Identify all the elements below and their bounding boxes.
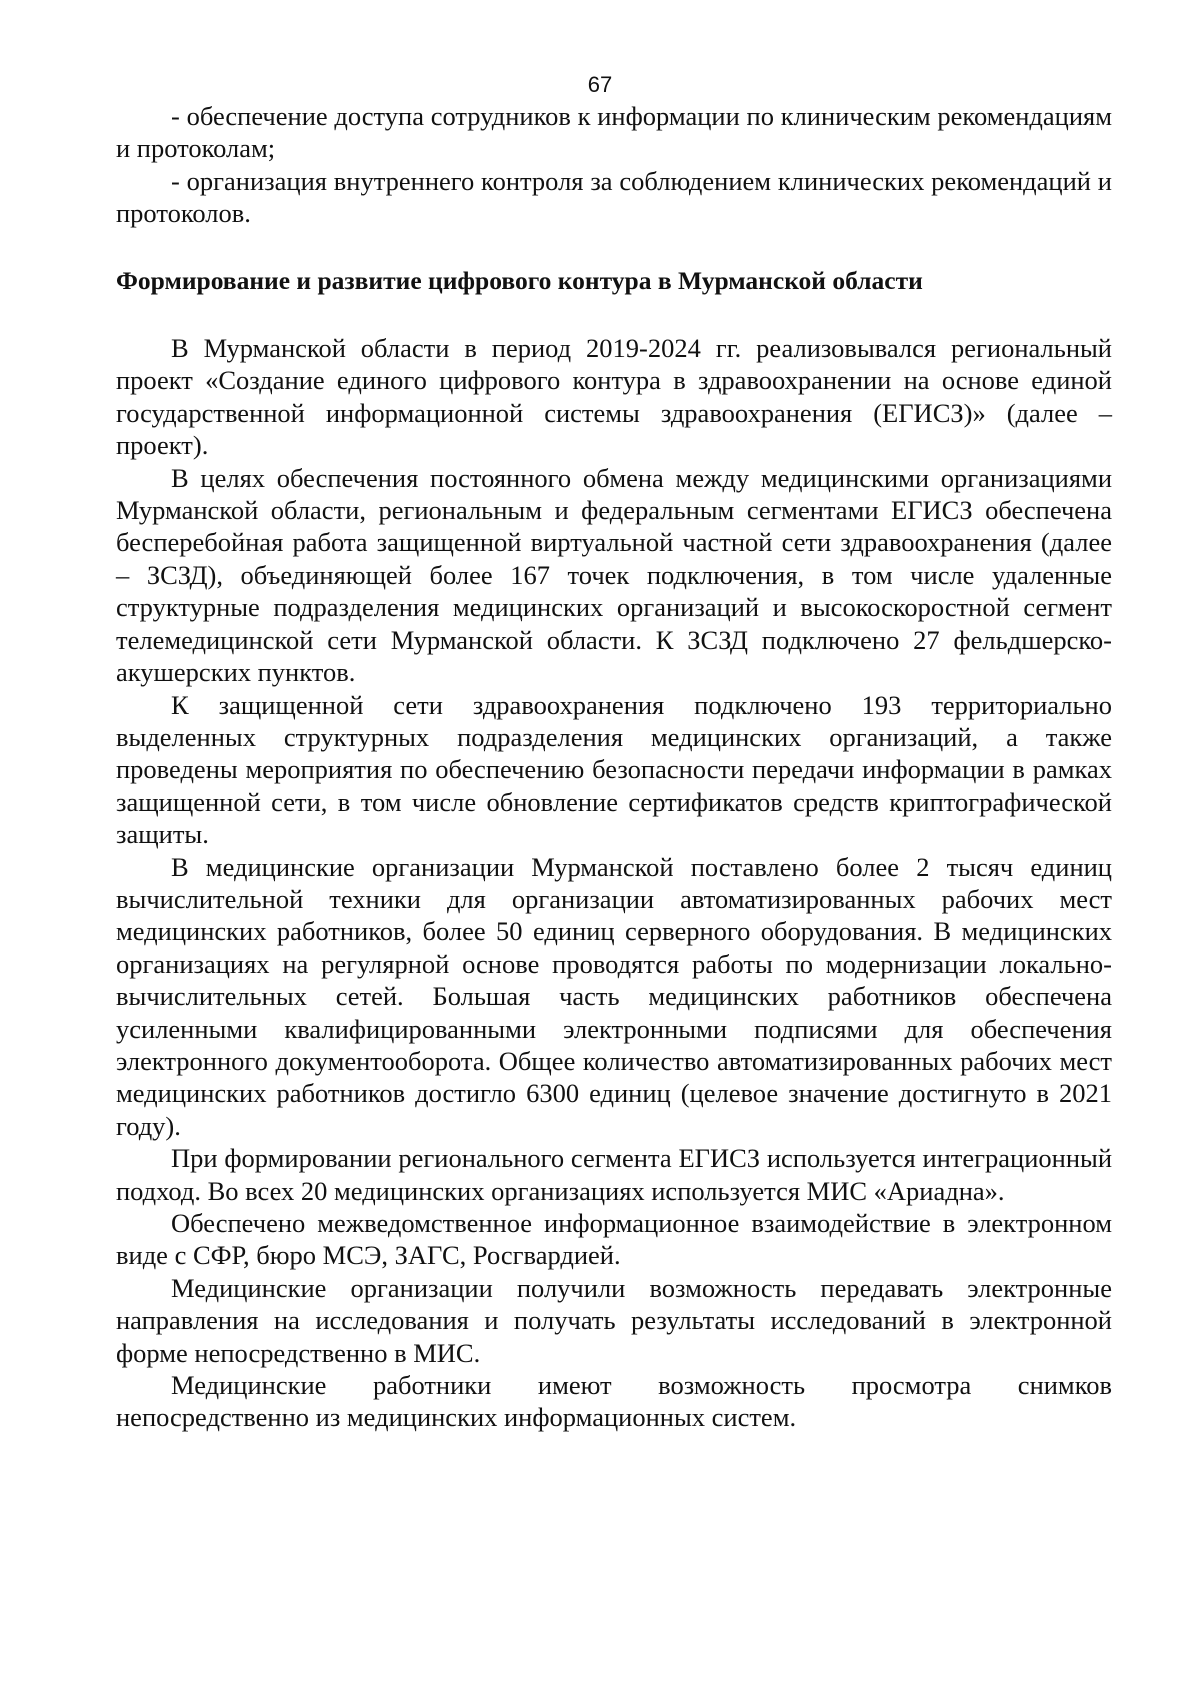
paragraph: При формировании регионального сегмента ЕГИСЗ используется интеграционный подход. Во всех 20 медицинских организациях используется МИС «Ариадна». bbox=[116, 1143, 1112, 1206]
paragraph: В медицинские организации Мурманской поставлено более 2 тысяч единиц вычислительной техники для организации автоматизированных рабочих мест медицинских работников, более 50 единиц серверного оборудования. В медицинских организациях на регулярной основе проводятся работы по модернизации локально-вычислительных сетей. Большая часть медицинских работников обеспечена усиленными квалифицированными электронными подписями для обеспечения электронного документооборота. Общее количество автоматизированных рабочих мест медицинских работников достигло 6300 единиц (целевое значение достигнуто в 2021 году). bbox=[116, 851, 1112, 1141]
section-heading: Формирование и развитие цифрового контура в Мурманской области bbox=[116, 265, 923, 295]
paragraph: Медицинские организации получили возможность передавать электронные направления на исследования и получать результаты исследований в электронной форме непосредственно в МИС. bbox=[116, 1272, 1112, 1368]
paragraph: Обеспечено межведомственное информационное взаимодействие в электронном виде с СФР, бюро МСЭ, ЗАГС, Росгвардией. bbox=[116, 1208, 1112, 1271]
page-number: 67 bbox=[587, 72, 613, 97]
paragraph: Медицинские работники имеют возможность просмотра снимков непосредственно из медицинских информационных систем. bbox=[116, 1370, 1112, 1433]
bullet-item: - обеспечение доступа сотрудников к информации по клиническим рекомендациям и протоколам; bbox=[116, 101, 1112, 164]
document-body bbox=[116, 100, 1112, 1434]
paragraph: К защищенной сети здравоохранения подключено 193 территориально выделенных структурных подразделения медицинских организаций, а также проведены мероприятия по обеспечению безопасности передачи информации в рамках защищенной сети, в том числе обновление сертификатов средств криптографической защиты. bbox=[116, 689, 1112, 850]
bullet-item: - организация внутреннего контроля за соблюдением клинических рекомендаций и протоколов. bbox=[116, 165, 1112, 229]
paragraph: В целях обеспечения постоянного обмена между медицинскими организациями Мурманской области, региональным и федеральным сегментами ЕГИСЗ обеспечена бесперебойная работа защищенной виртуальной частной сети здравоохранения (далее – ЗСЗД), объединяющей более 167 точек подключения, в том числе удаленные структурные подразделения медицинских организаций и высокоскоростной сегмент телемедицинской сети Мурманской области. К ЗСЗД подключено 27 фельдшерско-акушерских пунктов. bbox=[116, 462, 1112, 688]
paragraph: В Мурманской области в период 2019-2024 гг. реализовывался региональный проект «Создание единого цифрового контура в здравоохранении на основе единой государственной информационной системы здравоохранения (ЕГИСЗ)» (далее – проект). bbox=[116, 333, 1112, 461]
